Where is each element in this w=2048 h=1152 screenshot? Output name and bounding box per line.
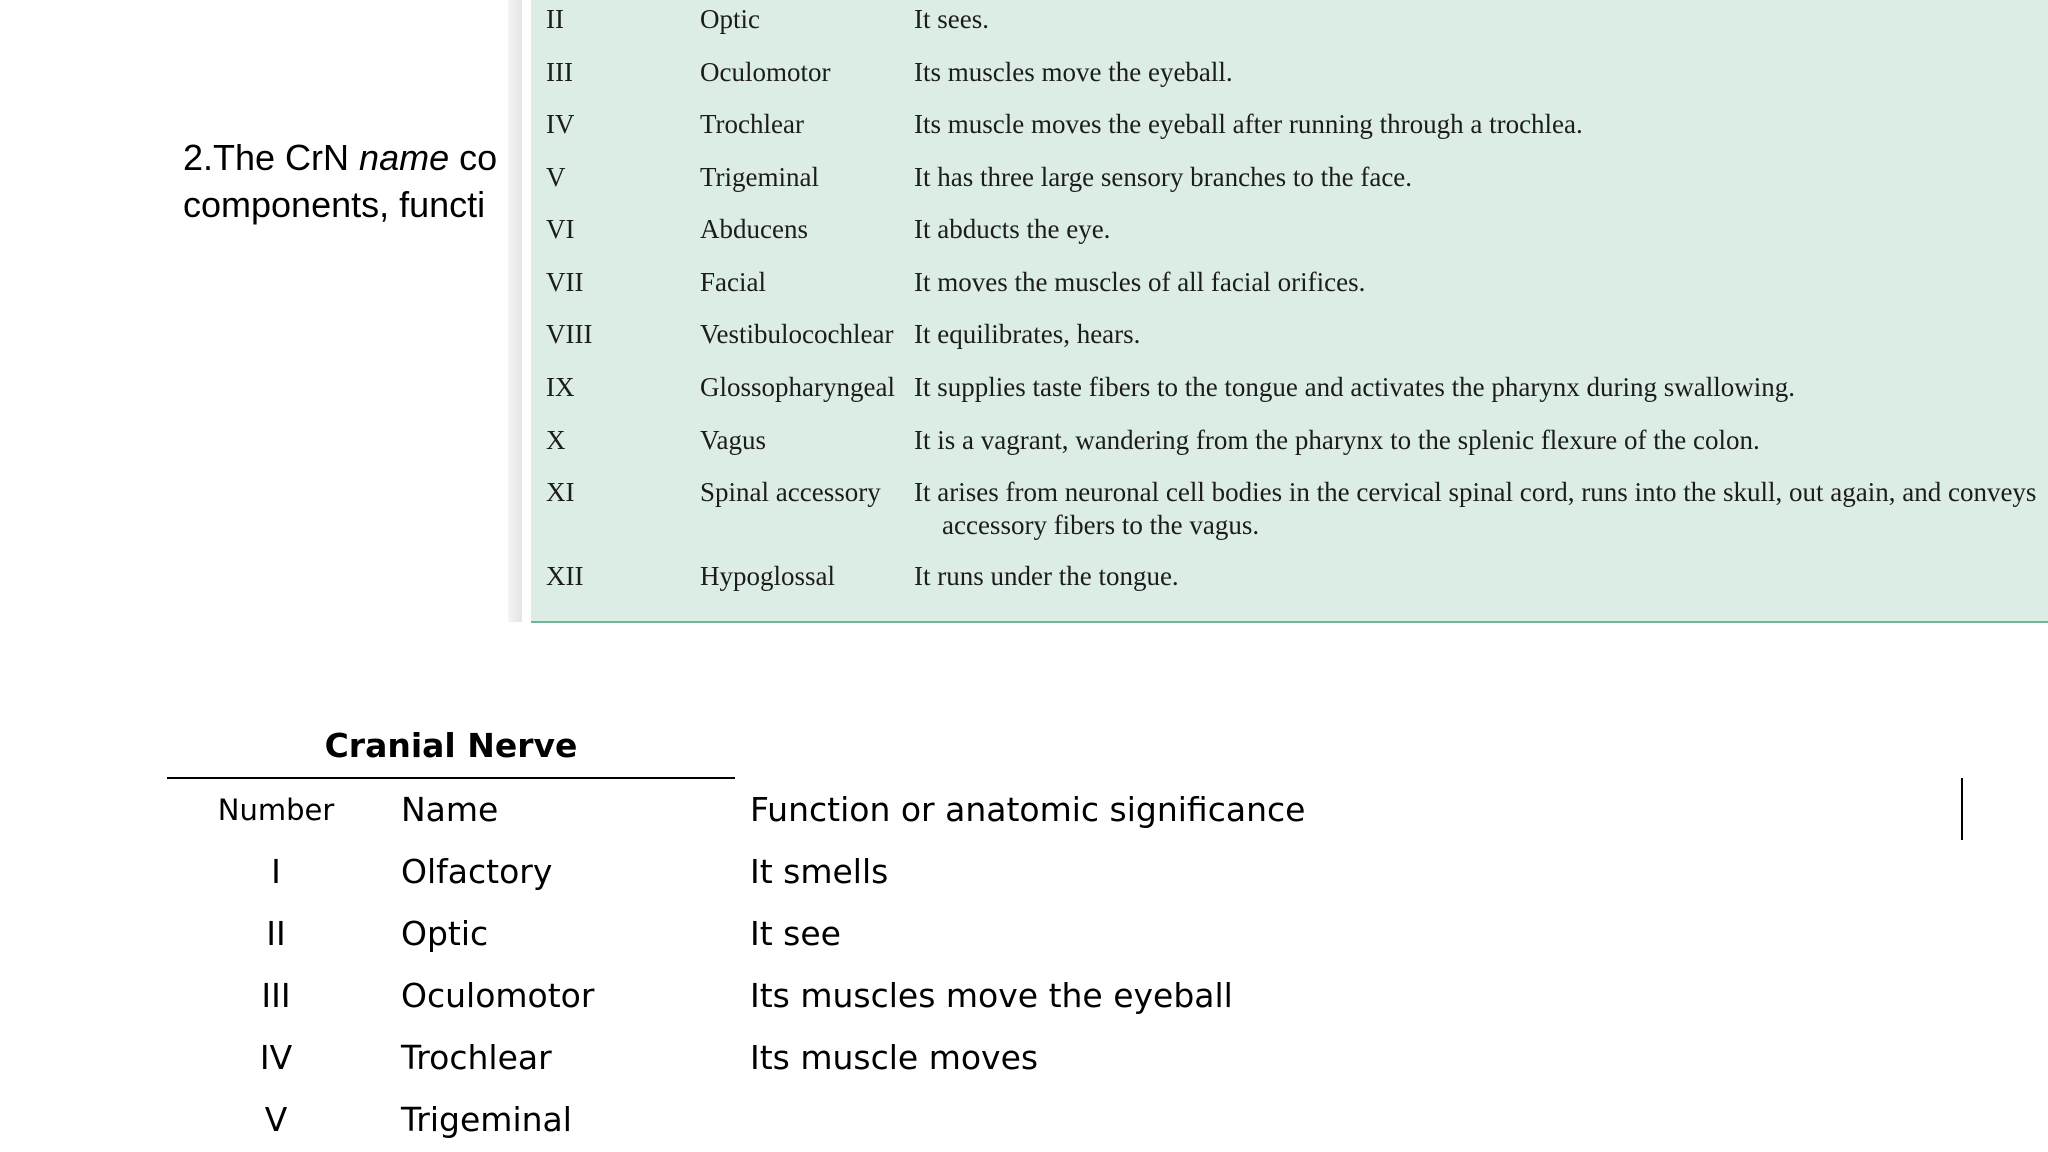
image-description-continuation: accessory fibers to the vagus. (942, 510, 1260, 540)
image-nerve-description: It runs under the tongue. (914, 561, 1179, 591)
image-nerve-name: Trigeminal (700, 162, 820, 192)
table-row (0, 1089, 2048, 1151)
image-nerve-number: VI (546, 214, 575, 244)
image-nerve-name: Spinal accessory (700, 477, 881, 507)
image-nerve-description: It sees. (914, 4, 989, 34)
image-nerve-description: Its muscles move the eyeball. (914, 57, 1233, 87)
image-nerve-name: Vagus (700, 425, 766, 455)
image-nerve-name: Optic (700, 4, 760, 34)
image-nerve-number: V (546, 162, 566, 192)
image-nerve-number: XII (546, 561, 584, 591)
cell-number: I (271, 852, 281, 891)
image-nerve-number: IX (546, 372, 575, 402)
cell-number: V (264, 1100, 288, 1139)
image-nerve-description: It abducts the eye. (914, 214, 1111, 244)
image-nerve-description: It moves the muscles of all facial orifices. (914, 267, 1366, 297)
table-header-row (0, 779, 2048, 841)
image-nerve-name: Glossopharyngeal (700, 372, 895, 402)
image-nerve-description: It arises from neuronal cell bodies in the cervical spinal cord, runs into the skull, out again, and conveys accessory fibers to the vagus. (914, 477, 2048, 541)
image-nerve-description: It has three large sensory branches to the face. (914, 162, 1413, 192)
cell-number: II (266, 914, 286, 953)
image-nerve-name: Hypoglossal (700, 561, 835, 591)
header-number: Number (217, 793, 335, 827)
cell-function: Its muscle moves (750, 1038, 1039, 1077)
image-nerve-number: XI (546, 477, 575, 507)
cell-number: III (261, 976, 291, 1015)
image-nerve-description: It equilibrates, hears. (914, 319, 1141, 349)
cell-function: Its muscles move the eyeball (750, 976, 1233, 1015)
image-shadow (508, 0, 522, 622)
cell-name: Optic (401, 914, 489, 953)
image-nerve-number: X (546, 425, 566, 455)
cell-name: Olfactory (401, 852, 553, 891)
image-nerve-name: Trochlear (700, 109, 804, 139)
table-row (0, 841, 2048, 903)
table-row (0, 965, 2048, 1027)
slide-text-line-1: 2.The CrN name co (183, 137, 498, 178)
slide-text-line-2: components, functi (183, 184, 486, 225)
image-nerve-number: VIII (546, 319, 593, 349)
image-nerve-name: Vestibulocochlear (700, 319, 894, 349)
image-nerve-name: Abducens (700, 214, 808, 244)
cell-function: It see (750, 914, 841, 953)
header-function: Function or anatomic significance (750, 790, 1306, 829)
cell-name: Oculomotor (401, 976, 595, 1015)
slide-body-text (183, 134, 497, 228)
image-nerve-description: Its muscle moves the eyeball after running through a trochlea. (914, 109, 1583, 139)
image-nerve-number: III (546, 57, 573, 87)
cell-name: Trochlear (401, 1038, 552, 1077)
image-nerve-name: Facial (700, 267, 766, 297)
image-nerve-name: Oculomotor (700, 57, 831, 87)
image-nerve-number: IV (546, 109, 575, 139)
cell-function: It smells (750, 852, 889, 891)
header-name: Name (401, 790, 499, 829)
image-nerve-number: II (546, 4, 564, 34)
table-caption: Cranial Nerve (324, 726, 578, 765)
cranial-nerve-image-table (531, 0, 2048, 623)
cell-number: IV (259, 1038, 293, 1077)
image-nerve-description: It is a vagrant, wandering from the pharynx to the splenic flexure of the colon. (914, 425, 1760, 455)
image-nerve-description: It supplies taste fibers to the tongue and activates the pharynx during swallowing. (914, 372, 1796, 402)
table-row (0, 1027, 2048, 1089)
italic-word: name (359, 137, 450, 178)
table-row (0, 903, 2048, 965)
image-nerve-number: VII (546, 267, 584, 297)
cell-name: Trigeminal (401, 1100, 572, 1139)
